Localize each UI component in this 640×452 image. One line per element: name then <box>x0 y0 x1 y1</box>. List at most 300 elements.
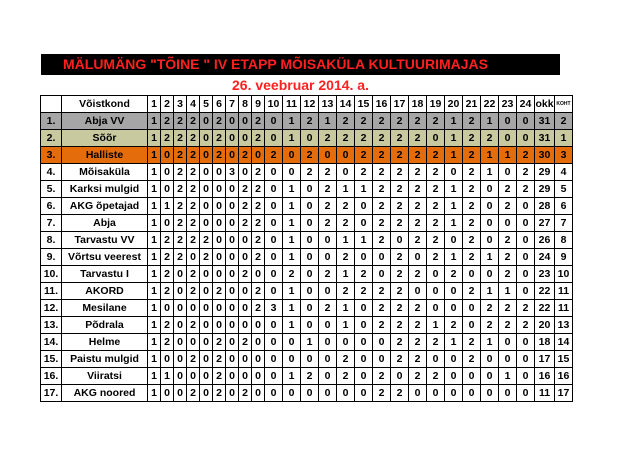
score-cell: 2 <box>337 351 355 368</box>
score-cell: 0 <box>200 181 213 198</box>
score-cell: 0 <box>226 300 239 317</box>
score-cell: 2 <box>174 130 187 147</box>
score-cell: 0 <box>213 317 226 334</box>
score-cell: 2 <box>391 164 409 181</box>
score-cell: 0 <box>200 113 213 130</box>
score-cell: 0 <box>213 232 226 249</box>
score-cell: 2 <box>319 181 337 198</box>
score-cell: 2 <box>409 164 427 181</box>
score-cell: 2 <box>200 232 213 249</box>
score-cell: 2 <box>427 249 445 266</box>
score-cell: 0 <box>355 368 373 385</box>
score-cell: 0 <box>187 249 200 266</box>
score-cell: 0 <box>337 147 355 164</box>
score-cell: 2 <box>391 317 409 334</box>
score-cell: 2 <box>463 232 481 249</box>
score-cell: 2 <box>319 164 337 181</box>
score-cell: 0 <box>481 368 499 385</box>
score-cell: 2 <box>337 249 355 266</box>
rank-cell: 4. <box>41 164 62 181</box>
score-cell: 2 <box>239 385 252 402</box>
score-cell: 0 <box>239 232 252 249</box>
table-row <box>41 147 573 164</box>
round-header: 14 <box>337 96 355 113</box>
score-cell: 2 <box>355 147 373 164</box>
score-cell: 2 <box>187 181 200 198</box>
score-cell: 0 <box>409 249 427 266</box>
round-header: 5 <box>200 96 213 113</box>
score-cell: 2 <box>319 266 337 283</box>
score-cell: 3 <box>226 164 239 181</box>
score-cell: 2 <box>252 130 265 147</box>
table-row <box>41 351 573 368</box>
place-cell: 14 <box>555 334 573 351</box>
score-cell: 0 <box>174 334 187 351</box>
score-cell: 1 <box>148 266 161 283</box>
score-cell: 0 <box>463 368 481 385</box>
score-cell: 2 <box>213 283 226 300</box>
score-cell: 2 <box>391 147 409 164</box>
rank-cell: 8. <box>41 232 62 249</box>
score-cell: 2 <box>463 181 481 198</box>
score-cell: 0 <box>517 198 535 215</box>
score-cell: 1 <box>445 181 463 198</box>
score-cell: 2 <box>283 266 301 283</box>
score-cell: 0 <box>481 266 499 283</box>
score-cell: 0 <box>301 215 319 232</box>
score-cell: 2 <box>463 283 481 300</box>
score-cell: 2 <box>301 147 319 164</box>
score-cell: 0 <box>319 232 337 249</box>
score-cell: 1 <box>337 300 355 317</box>
team-name-cell: Tarvastu VV <box>62 232 148 249</box>
team-name-cell: Mesilane <box>62 300 148 317</box>
score-cell: 0 <box>481 232 499 249</box>
results-table <box>40 95 573 402</box>
score-cell: 0 <box>301 181 319 198</box>
score-cell: 2 <box>213 130 226 147</box>
round-header: 24 <box>517 96 535 113</box>
score-cell: 0 <box>226 130 239 147</box>
score-cell: 2 <box>445 317 463 334</box>
score-cell: 1 <box>148 351 161 368</box>
score-cell: 2 <box>161 317 174 334</box>
score-cell: 2 <box>391 249 409 266</box>
score-cell: 2 <box>481 300 499 317</box>
table-row <box>41 334 573 351</box>
team-name-cell: AKG õpetajad <box>62 198 148 215</box>
score-cell: 1 <box>337 232 355 249</box>
score-cell: 2 <box>319 215 337 232</box>
place-cell: 8 <box>555 232 573 249</box>
score-cell: 0 <box>481 385 499 402</box>
total-cell: 17 <box>535 351 555 368</box>
rank-cell: 3. <box>41 147 62 164</box>
score-cell: 1 <box>161 198 174 215</box>
score-cell: 2 <box>427 215 445 232</box>
score-cell: 0 <box>427 130 445 147</box>
score-cell: 0 <box>499 351 517 368</box>
table-row <box>41 368 573 385</box>
score-cell: 0 <box>252 368 265 385</box>
score-cell: 0 <box>481 181 499 198</box>
score-cell: 0 <box>226 283 239 300</box>
score-cell: 2 <box>319 130 337 147</box>
score-cell: 1 <box>283 300 301 317</box>
score-cell: 1 <box>283 368 301 385</box>
score-cell: 0 <box>200 351 213 368</box>
score-cell: 2 <box>213 113 226 130</box>
score-cell: 2 <box>265 147 283 164</box>
team-name-cell: Paistu mulgid <box>62 351 148 368</box>
round-header: 19 <box>427 96 445 113</box>
score-cell: 2 <box>301 113 319 130</box>
score-cell: 2 <box>187 198 200 215</box>
score-cell: 1 <box>283 130 301 147</box>
score-cell: 1 <box>148 232 161 249</box>
score-cell: 1 <box>499 368 517 385</box>
rank-cell: 9. <box>41 249 62 266</box>
score-cell: 1 <box>427 317 445 334</box>
score-cell: 2 <box>252 232 265 249</box>
total-cell: 22 <box>535 300 555 317</box>
place-cell: 9 <box>555 249 573 266</box>
score-cell: 2 <box>355 113 373 130</box>
score-cell: 0 <box>427 283 445 300</box>
score-cell: 1 <box>148 385 161 402</box>
score-cell: 1 <box>148 198 161 215</box>
table-row <box>41 283 573 300</box>
score-cell: 0 <box>200 198 213 215</box>
total-cell: 28 <box>535 198 555 215</box>
document-date: 26. veebruar 2014. a. <box>232 77 369 93</box>
score-cell: 0 <box>301 351 319 368</box>
score-cell: 0 <box>427 266 445 283</box>
score-cell: 1 <box>481 283 499 300</box>
score-cell: 2 <box>174 198 187 215</box>
score-cell: 2 <box>187 351 200 368</box>
score-cell: 2 <box>463 215 481 232</box>
total-header: okk <box>535 96 555 113</box>
team-name-cell: Põdrala <box>62 317 148 334</box>
table-row <box>41 215 573 232</box>
score-cell: 2 <box>481 317 499 334</box>
score-cell: 0 <box>499 164 517 181</box>
score-cell: 2 <box>319 198 337 215</box>
place-cell: 3 <box>555 147 573 164</box>
team-name-cell: Abja <box>62 215 148 232</box>
score-cell: 0 <box>265 249 283 266</box>
score-cell: 0 <box>517 130 535 147</box>
score-cell: 0 <box>252 334 265 351</box>
score-cell: 2 <box>373 147 391 164</box>
team-name-cell: Helme <box>62 334 148 351</box>
score-cell: 0 <box>265 283 283 300</box>
score-cell: 0 <box>283 334 301 351</box>
team-name-cell: Võrtsu veerest <box>62 249 148 266</box>
round-header: 17 <box>391 96 409 113</box>
score-cell: 0 <box>265 351 283 368</box>
score-cell: 0 <box>517 385 535 402</box>
score-cell: 1 <box>355 181 373 198</box>
round-header: 4 <box>187 96 200 113</box>
score-cell: 0 <box>174 300 187 317</box>
round-header: 13 <box>319 96 337 113</box>
score-cell: 2 <box>161 283 174 300</box>
score-cell: 0 <box>301 300 319 317</box>
score-cell: 2 <box>409 232 427 249</box>
score-cell: 2 <box>427 232 445 249</box>
score-cell: 0 <box>213 164 226 181</box>
total-cell: 11 <box>535 385 555 402</box>
table-row <box>41 164 573 181</box>
score-cell: 2 <box>427 334 445 351</box>
score-cell: 0 <box>213 300 226 317</box>
score-cell: 0 <box>409 385 427 402</box>
score-cell: 2 <box>355 130 373 147</box>
round-header: 21 <box>463 96 481 113</box>
rank-header <box>41 96 62 113</box>
score-cell: 2 <box>213 147 226 164</box>
score-cell: 2 <box>427 164 445 181</box>
round-header: 6 <box>213 96 226 113</box>
total-cell: 31 <box>535 113 555 130</box>
score-cell: 0 <box>265 266 283 283</box>
score-cell: 0 <box>373 334 391 351</box>
place-cell: 4 <box>555 164 573 181</box>
round-header: 11 <box>283 96 301 113</box>
place-cell: 5 <box>555 181 573 198</box>
score-cell: 1 <box>301 334 319 351</box>
team-header: Võistkond <box>62 96 148 113</box>
score-cell: 0 <box>265 215 283 232</box>
score-cell: 2 <box>252 164 265 181</box>
round-header: 2 <box>161 96 174 113</box>
round-header: 12 <box>301 96 319 113</box>
score-cell: 0 <box>161 300 174 317</box>
table-body <box>41 113 573 402</box>
score-cell: 2 <box>409 300 427 317</box>
score-cell: 2 <box>373 113 391 130</box>
score-cell: 2 <box>252 198 265 215</box>
score-cell: 0 <box>213 249 226 266</box>
score-cell: 2 <box>391 266 409 283</box>
score-cell: 0 <box>226 368 239 385</box>
score-cell: 0 <box>187 300 200 317</box>
table-row <box>41 266 573 283</box>
round-header: 18 <box>409 96 427 113</box>
table-row <box>41 130 573 147</box>
score-cell: 0 <box>226 385 239 402</box>
rank-cell: 6. <box>41 198 62 215</box>
score-cell: 2 <box>252 181 265 198</box>
score-cell: 1 <box>148 215 161 232</box>
score-cell: 0 <box>239 113 252 130</box>
score-cell: 2 <box>187 113 200 130</box>
score-cell: 0 <box>463 317 481 334</box>
score-cell: 2 <box>391 300 409 317</box>
score-cell: 0 <box>283 385 301 402</box>
score-cell: 2 <box>445 266 463 283</box>
score-cell: 2 <box>252 283 265 300</box>
rank-cell: 10. <box>41 266 62 283</box>
score-cell: 2 <box>409 113 427 130</box>
total-cell: 23 <box>535 266 555 283</box>
score-cell: 0 <box>200 385 213 402</box>
place-cell: 6 <box>555 198 573 215</box>
score-cell: 2 <box>373 232 391 249</box>
round-header: 7 <box>226 96 239 113</box>
rank-cell: 2. <box>41 130 62 147</box>
score-cell: 0 <box>517 266 535 283</box>
score-cell: 2 <box>517 164 535 181</box>
score-cell: 0 <box>517 351 535 368</box>
team-name-cell: Halliste <box>62 147 148 164</box>
score-cell: 1 <box>499 283 517 300</box>
score-cell: 0 <box>161 147 174 164</box>
score-cell: 2 <box>499 249 517 266</box>
score-cell: 0 <box>239 317 252 334</box>
score-cell: 0 <box>373 249 391 266</box>
score-cell: 1 <box>148 130 161 147</box>
score-cell: 0 <box>427 300 445 317</box>
score-cell: 2 <box>174 164 187 181</box>
score-cell: 0 <box>463 385 481 402</box>
score-cell: 0 <box>226 181 239 198</box>
score-cell: 2 <box>409 181 427 198</box>
total-cell: 20 <box>535 317 555 334</box>
total-cell: 31 <box>535 130 555 147</box>
score-cell: 0 <box>265 368 283 385</box>
score-cell: 0 <box>445 283 463 300</box>
score-cell: 2 <box>409 368 427 385</box>
score-cell: 2 <box>499 181 517 198</box>
score-cell: 0 <box>445 385 463 402</box>
score-cell: 1 <box>161 368 174 385</box>
table-row <box>41 300 573 317</box>
score-cell: 2 <box>161 266 174 283</box>
score-cell: 1 <box>283 198 301 215</box>
total-cell: 29 <box>535 164 555 181</box>
score-cell: 1 <box>481 334 499 351</box>
score-cell: 1 <box>337 317 355 334</box>
place-cell: 1 <box>555 130 573 147</box>
document-title: MÄLUMÄNG "TÕINE " IV ETAPP MÕISAKÜLA KULTUURIMAJAS <box>41 54 560 75</box>
score-cell: 2 <box>213 368 226 385</box>
score-cell: 2 <box>427 113 445 130</box>
score-cell: 0 <box>445 164 463 181</box>
score-cell: 0 <box>200 215 213 232</box>
score-cell: 0 <box>319 334 337 351</box>
score-cell: 0 <box>161 385 174 402</box>
score-cell: 0 <box>355 198 373 215</box>
score-cell: 2 <box>239 334 252 351</box>
score-cell: 2 <box>517 181 535 198</box>
score-cell: 2 <box>200 249 213 266</box>
score-cell: 1 <box>148 334 161 351</box>
total-cell: 29 <box>535 181 555 198</box>
score-cell: 2 <box>481 130 499 147</box>
score-cell: 0 <box>174 385 187 402</box>
score-cell: 0 <box>226 334 239 351</box>
score-cell: 2 <box>161 249 174 266</box>
score-cell: 0 <box>373 351 391 368</box>
score-cell: 0 <box>337 334 355 351</box>
total-cell: 18 <box>535 334 555 351</box>
score-cell: 0 <box>200 317 213 334</box>
score-cell: 2 <box>187 266 200 283</box>
round-header: 20 <box>445 96 463 113</box>
score-cell: 2 <box>391 385 409 402</box>
score-cell: 2 <box>463 249 481 266</box>
score-cell: 2 <box>409 215 427 232</box>
score-cell: 2 <box>499 300 517 317</box>
score-cell: 1 <box>445 198 463 215</box>
score-cell: 1 <box>148 317 161 334</box>
score-cell: 0 <box>239 283 252 300</box>
score-cell: 0 <box>265 385 283 402</box>
score-cell: 1 <box>337 181 355 198</box>
score-cell: 0 <box>226 266 239 283</box>
score-cell: 0 <box>200 283 213 300</box>
place-cell: 13 <box>555 317 573 334</box>
score-cell: 0 <box>301 130 319 147</box>
score-cell: 2 <box>391 283 409 300</box>
score-cell: 2 <box>174 147 187 164</box>
score-cell: 0 <box>409 283 427 300</box>
score-cell: 0 <box>355 249 373 266</box>
rank-cell: 14. <box>41 334 62 351</box>
score-cell: 0 <box>481 351 499 368</box>
score-cell: 0 <box>355 334 373 351</box>
score-cell: 0 <box>161 164 174 181</box>
score-cell: 2 <box>187 317 200 334</box>
score-cell: 0 <box>517 249 535 266</box>
score-cell: 2 <box>463 334 481 351</box>
round-header: 16 <box>373 96 391 113</box>
score-cell: 0 <box>499 334 517 351</box>
score-cell: 0 <box>391 232 409 249</box>
score-cell: 0 <box>161 215 174 232</box>
score-cell: 0 <box>200 300 213 317</box>
score-cell: 0 <box>239 164 252 181</box>
score-cell: 1 <box>283 113 301 130</box>
score-cell: 2 <box>463 164 481 181</box>
score-cell: 2 <box>187 283 200 300</box>
team-name-cell: AKG noored <box>62 385 148 402</box>
place-header: KOHT <box>555 96 573 113</box>
score-cell: 1 <box>445 113 463 130</box>
score-cell: 1 <box>148 147 161 164</box>
score-cell: 2 <box>499 317 517 334</box>
score-cell: 0 <box>226 317 239 334</box>
score-cell: 0 <box>200 266 213 283</box>
rank-cell: 12. <box>41 300 62 317</box>
score-cell: 2 <box>161 334 174 351</box>
score-cell: 1 <box>445 147 463 164</box>
score-cell: 2 <box>355 283 373 300</box>
score-cell: 0 <box>174 368 187 385</box>
score-cell: 2 <box>252 249 265 266</box>
team-name-cell: Tarvastu I <box>62 266 148 283</box>
score-cell: 0 <box>174 317 187 334</box>
score-cell: 1 <box>481 113 499 130</box>
score-cell: 0 <box>337 385 355 402</box>
score-cell: 2 <box>409 130 427 147</box>
score-cell: 0 <box>283 164 301 181</box>
score-cell: 2 <box>463 130 481 147</box>
score-cell: 2 <box>373 198 391 215</box>
